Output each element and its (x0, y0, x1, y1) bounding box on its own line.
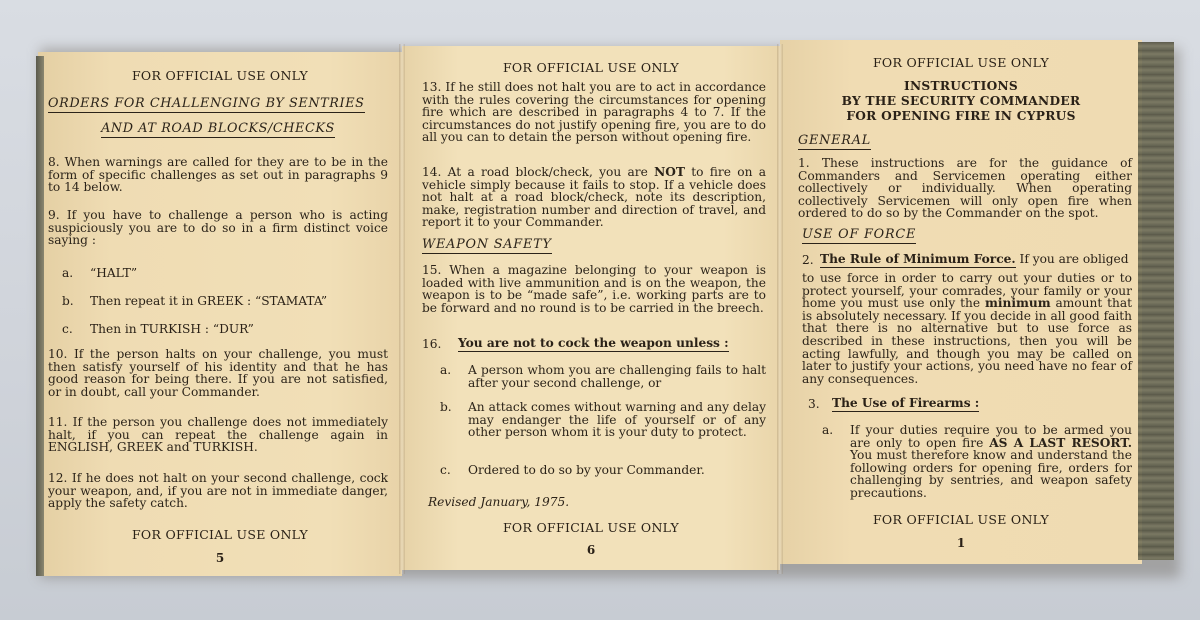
title-security-commander: BY THE SECURITY COMMANDER (841, 94, 1081, 108)
revised-date: Revised January, 1975. (428, 495, 570, 509)
challenge-turkish: Then in TURKISH : “DUR” (90, 322, 254, 336)
paragraph-16-number: 16. (422, 337, 442, 351)
page-number: 1 (956, 536, 966, 550)
paragraph-15: 15. When a magazine belonging to your weapon is loaded with live ammunition and is on the weapon, the weapon is to be “made safe”, i.e. working parts are to be forward and no round is to be carried in the breech. (422, 263, 766, 315)
heading-text: GENERAL (798, 133, 872, 148)
para14-text: to fire on a vehicle simply because it fails to stop. If a vehicle does not halt at a road block/check, note its description, make, registration number and direction of travel, and report it to your Commander. (422, 165, 767, 230)
official-use-banner: FOR OFFICIAL USE ONLY (872, 55, 1050, 70)
orders-heading-line2 (48, 123, 388, 136)
paragraph-13: 13. If he still does not halt you are to act in accordance with the rules covering the circumstances for opening fire which are described in paragraphs 4 to 7. If the circumstances do not justify opening fire, you are to do all you can to detain the person without opening fire. (422, 80, 766, 145)
use-of-force-heading (802, 229, 1132, 242)
para14-emphasis: NOT (654, 165, 685, 179)
paragraph-2 (802, 272, 1132, 385)
page-6 (402, 46, 780, 570)
paragraph-10: 10. If the person halts on your challenge, you must then satisfy yourself of his identity and that he has good reason for being there. If you are not satisfied, or in doubt, call your Commander. (48, 347, 388, 399)
paragraph-12: 12. If he does not halt on your second challenge, cock your weapon, and, if you are not in immediate danger, apply the safety catch. (48, 471, 388, 511)
weapon-safety-heading (422, 239, 766, 252)
list-marker: b. (440, 400, 452, 414)
list-marker: b. (62, 294, 74, 308)
official-use-banner-bottom: FOR OFFICIAL USE ONLY (502, 520, 680, 535)
paragraph-16-heading (458, 337, 729, 350)
item-a-text: If your duties require you to be armed you are only to open fire (850, 423, 1132, 450)
page-5 (38, 52, 402, 576)
paragraph-3-number: 3. (808, 397, 820, 411)
paragraph-11: 11. If the person you challenge does not immediately halt, if you can repeat the challenge again in ENGLISH, GREEK and TURKISH. (48, 415, 388, 455)
page-number: 5 (215, 551, 225, 565)
paragraph-1: 1. These instructions are for the guidance of Commanders and Servicemen operating either collectively or individually. When operating collectively Servicemen will only open fire when ordered to do so by the Commander on the spot. (798, 156, 1132, 221)
official-use-banner-bottom: FOR OFFICIAL USE ONLY (131, 527, 309, 542)
list-marker: a. (62, 266, 74, 280)
para2-text: to use force in order to carry out your duties or to protect yourself, your comrades, your family or your home you must use only the (802, 271, 1132, 311)
heading-text: AND AT ROAD BLOCKS/CHECKS (101, 121, 335, 136)
para2-emphasis: minimum (984, 296, 1051, 311)
official-use-banner-bottom: FOR OFFICIAL USE ONLY (872, 512, 1050, 527)
cover-edge-left (36, 56, 44, 576)
paragraph-9: 9. If you have to challenge a person who is acting suspiciously you are to do so in a firm distinct voice saying : (48, 208, 388, 248)
heading-text: USE OF FORCE (802, 227, 917, 242)
heading-text: The Use of Firearms : (832, 396, 980, 410)
general-heading (798, 135, 1128, 148)
list-marker: a. (822, 423, 834, 437)
list-marker: c. (440, 463, 451, 477)
list-marker: a. (440, 363, 452, 377)
paragraph-2-number: 2. (802, 253, 814, 267)
heading-text: You are not to cock the weapon unless : (458, 336, 729, 350)
heading-text: ORDERS FOR CHALLENGING BY SENTRIES (48, 96, 365, 111)
item-a-emphasis: AS A LAST RESORT. (989, 435, 1133, 450)
page-1 (780, 40, 1142, 564)
official-use-banner: FOR OFFICIAL USE ONLY (131, 68, 309, 83)
minimum-force-heading: The Rule of Minimum Force. (820, 252, 1016, 266)
page-number: 6 (586, 543, 596, 557)
para14-text: 14. At a road block/check, you are (422, 165, 655, 179)
paragraph-8: 8. When warnings are called for they are to be in the form of specific challenges as set out in paragraphs 9 to 14 below. (48, 155, 388, 195)
title-instructions: INSTRUCTIONS (903, 79, 1019, 93)
title-opening-fire: FOR OPENING FIRE IN CYPRUS (846, 109, 1076, 123)
fold-line-right (777, 44, 783, 574)
heading-text: WEAPON SAFETY (422, 237, 552, 252)
challenge-halt: “HALT” (90, 266, 138, 280)
orders-heading-line1 (48, 98, 388, 111)
paragraph-2-lead (820, 253, 1132, 266)
cock-condition-b: An attack comes without warning and any delay may endanger the life of yourself or of any other person whom it is your duty to protect. (468, 400, 766, 440)
cover-edge-right (1138, 42, 1174, 560)
fold-line-left (399, 44, 405, 574)
para2-text: amount that is absolutely necessary. If you decide in all good faith that there is no alternative but to use force as described in these instructions, then you will be acting lawfully, and though you may be called on later to justify your actions, you need have no fear of any consequences. (802, 296, 1132, 386)
official-use-banner: FOR OFFICIAL USE ONLY (502, 60, 680, 75)
paragraph-3-heading (832, 397, 979, 410)
challenge-greek: Then repeat it in GREEK : “STAMATA” (90, 294, 328, 308)
paragraph-14 (422, 166, 766, 229)
cock-condition-a: A person whom you are challenging fails to halt after your second challenge, or (468, 363, 766, 390)
list-marker: c. (62, 322, 73, 336)
item-a-text: You must therefore know and understand the following orders for opening fire, orders for challenging by sentries, and weapon safety precautions. (850, 448, 1132, 500)
para2-text: If you are obliged (1015, 252, 1129, 266)
firearms-item-a (850, 424, 1132, 500)
cock-condition-c: Ordered to do so by your Commander. (468, 463, 705, 477)
